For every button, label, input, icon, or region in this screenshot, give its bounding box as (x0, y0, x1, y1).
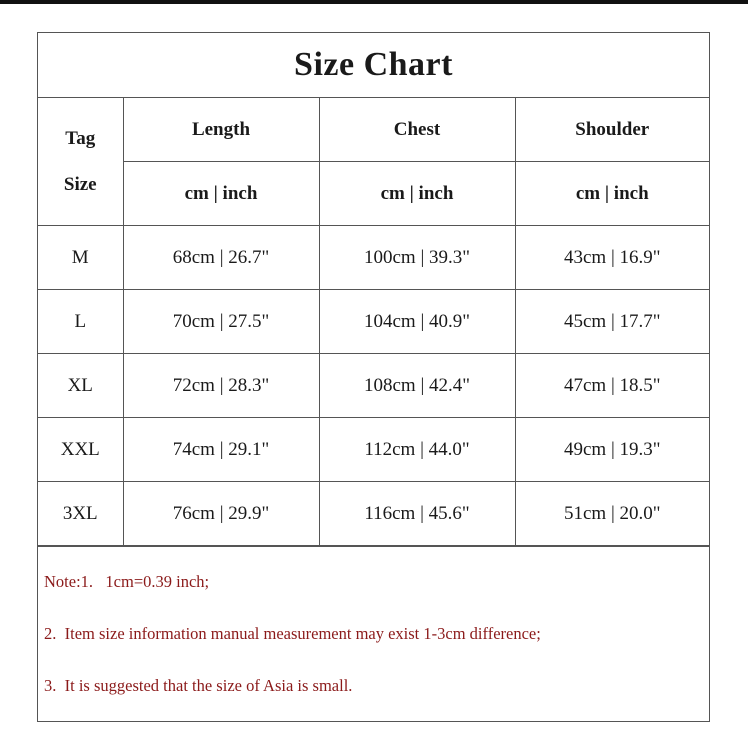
note-1: Note:1. 1cm=0.39 inch; (44, 572, 210, 591)
table-row (38, 226, 709, 290)
shoulder-cell: 45cm | 17.7" (515, 290, 709, 354)
size-cell: XXL (38, 418, 123, 482)
column-header-shoulder: Shoulder (515, 98, 709, 162)
table-row (38, 418, 709, 482)
table-row (38, 482, 709, 546)
chart-title: Size Chart (294, 46, 453, 83)
top-border-bar (0, 0, 748, 4)
size-cell: 3XL (38, 482, 123, 546)
length-cell: 72cm | 28.3" (123, 354, 319, 418)
length-cell: 70cm | 27.5" (123, 290, 319, 354)
shoulder-cell: 47cm | 18.5" (515, 354, 709, 418)
chest-cell: 112cm | 44.0" (319, 418, 515, 482)
header-row-names (38, 98, 709, 162)
length-cell: 68cm | 26.7" (123, 226, 319, 290)
table-row (38, 290, 709, 354)
chest-cell: 100cm | 39.3" (319, 226, 515, 290)
tag-size-header (38, 98, 123, 226)
shoulder-cell: 43cm | 16.9" (515, 226, 709, 290)
size-cell: M (38, 226, 123, 290)
size-chart (37, 32, 710, 722)
length-cell: 74cm | 29.1" (123, 418, 319, 482)
unit-label-length: cm | inch (123, 162, 319, 226)
chest-cell: 116cm | 45.6" (319, 482, 515, 546)
note-3: 3. It is suggested that the size of Asia is small. (44, 676, 353, 695)
column-header-chest: Chest (319, 98, 515, 162)
header-row-units (38, 162, 709, 226)
unit-label-shoulder: cm | inch (515, 162, 709, 226)
notes-section (38, 546, 709, 721)
table-row (38, 354, 709, 418)
size-cell: XL (38, 354, 123, 418)
tag-size-line2: Size (63, 173, 97, 195)
shoulder-cell: 51cm | 20.0" (515, 482, 709, 546)
chest-cell: 108cm | 42.4" (319, 354, 515, 418)
length-cell: 76cm | 29.9" (123, 482, 319, 546)
unit-label-chest: cm | inch (319, 162, 515, 226)
size-table (38, 98, 709, 546)
column-header-length: Length (123, 98, 319, 162)
tag-size-line1: Tag (65, 127, 96, 149)
chest-cell: 104cm | 40.9" (319, 290, 515, 354)
shoulder-cell: 49cm | 19.3" (515, 418, 709, 482)
title-row (38, 33, 709, 98)
size-cell: L (38, 290, 123, 354)
note-2: 2. Item size information manual measurement may exist 1-3cm difference; (44, 624, 541, 643)
